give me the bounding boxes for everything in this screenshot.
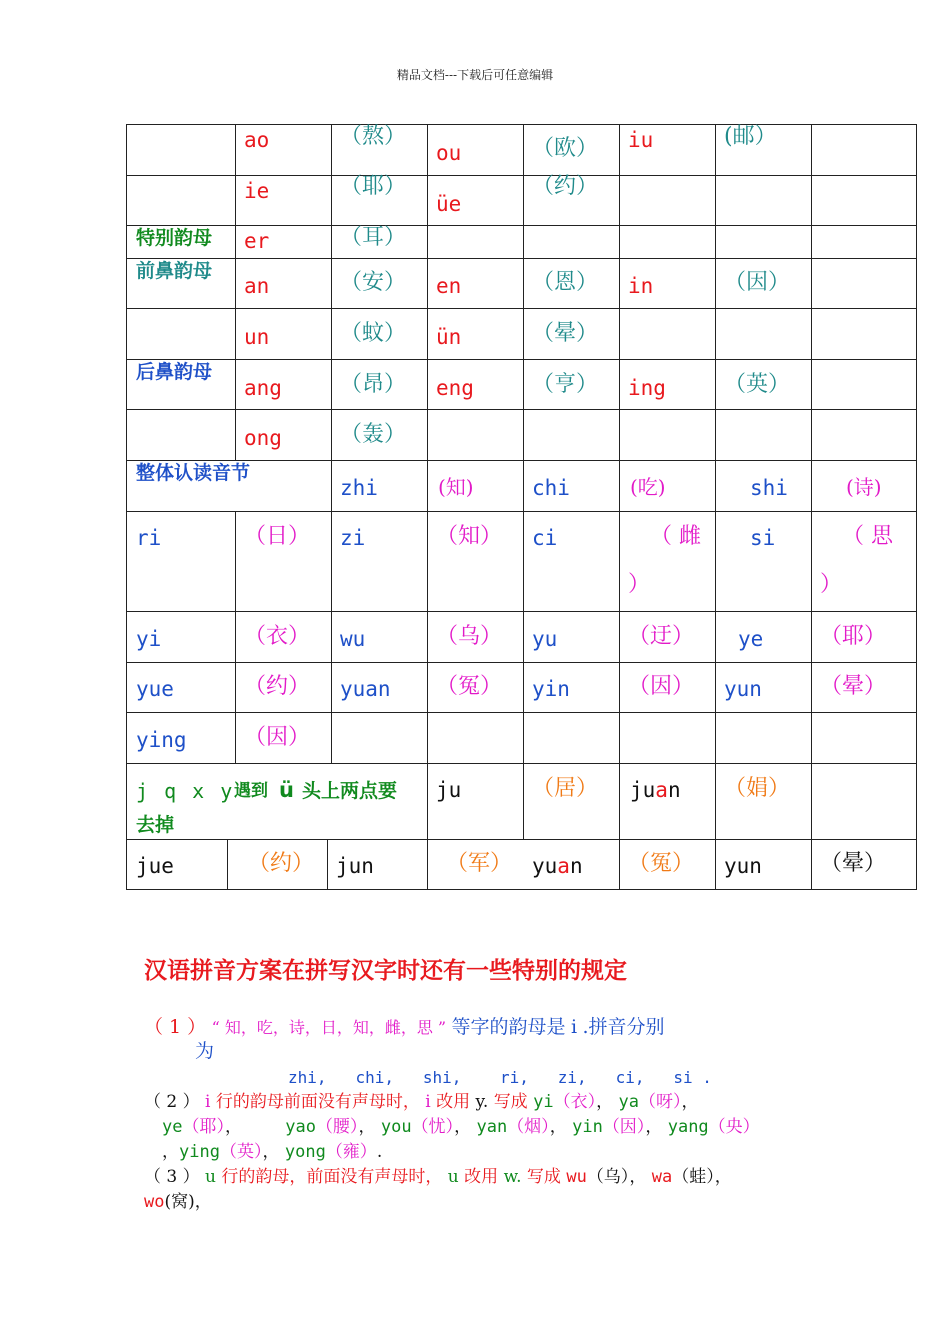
char-en: （恩） (532, 270, 599, 295)
char-an: （安） (340, 270, 407, 295)
rule-2-yang-char: （央） (708, 1117, 760, 1137)
char-eng: （亨） (532, 372, 599, 397)
char-ci-a: （ 雌 (650, 524, 701, 549)
rule-3-wu: wu (566, 1167, 587, 1187)
rule-3-wa-char: （蛙） (672, 1167, 715, 1187)
char-yin: （因） (628, 674, 695, 699)
char-vn: （晕） (532, 321, 599, 346)
label-remove: 去掉 (136, 814, 175, 836)
label-front-nasal: 前鼻韵母 (136, 260, 213, 282)
rule-1-number: （ 1 ） (144, 1016, 207, 1038)
char-ong: （轰） (340, 422, 407, 447)
char-iu: (邮） (724, 124, 777, 149)
label-v: ü (279, 778, 294, 802)
juan-part-ju: ju (630, 778, 656, 802)
char-juan: （娟） (724, 776, 791, 801)
example-si: si . (673, 1068, 712, 1087)
rule-3-number: （ 3 ） (144, 1167, 200, 1187)
syllable-jue: jue (136, 854, 174, 878)
char-zi: （知） (436, 524, 503, 549)
rule-2-yi-char: （衣） (553, 1092, 597, 1112)
char-in: （因） (724, 270, 791, 295)
char-ye: （耶） (820, 624, 887, 649)
final-eng: eng (436, 376, 474, 400)
char-wu: （乌） (436, 624, 503, 649)
syllable-yuan: yuan (340, 677, 391, 701)
char-si-b: ） (820, 572, 843, 597)
char-shi: (诗) (846, 475, 882, 499)
juan-part-n: n (667, 778, 681, 802)
syllable-jun: jun (336, 854, 374, 878)
page-header: 精品文档---下载后可任意编辑 (396, 68, 554, 82)
rule-3-wu-char: （乌） (586, 1167, 630, 1187)
char-ri: （日） (244, 524, 311, 549)
syllable-ci: ci (532, 526, 558, 550)
rule-2-line-2: ye（耶）， yao（腰）， you（忧）， yan（烟）， yin（因）， yang（央） (162, 1117, 760, 1137)
syllable-yi: yi (136, 627, 162, 651)
rule-2-yan-char: （烟） (507, 1117, 550, 1137)
label-dots-removed: 头上两点要 (302, 780, 398, 802)
syllable-yun: yun (724, 677, 762, 701)
example-ci: ci, (615, 1068, 645, 1087)
rule-2-yi: yi (533, 1092, 554, 1112)
rule-3-text: 行的韵母，前面没有声母时， (221, 1167, 443, 1187)
rule-2-yan: yan (476, 1117, 508, 1137)
rule-2-ya-char: （呀） (638, 1092, 682, 1112)
rule-1-examples (288, 1070, 712, 1086)
rule-2-you: you (380, 1117, 412, 1137)
char-ue: （约） (532, 174, 599, 199)
rule-2-i: i (205, 1092, 211, 1112)
rule-2-line-3: ，ying（英）， yong（雍）. (162, 1142, 383, 1162)
char-yue: （约） (244, 674, 311, 699)
rule-2-text2: 改用 (436, 1092, 471, 1112)
rule-2-write: 写成 (493, 1092, 528, 1112)
final-ong: ong (244, 426, 282, 450)
final-in: in (628, 274, 654, 298)
rule-3-line-1: （ 3 ） u 行的韵母，前面没有声母时， u 改用 w. 写成 wu（乌）， wa（蛙）， (144, 1167, 732, 1187)
rule-2-ye: ye (162, 1117, 183, 1137)
char-ao: （熬） (340, 124, 407, 149)
rule-2-yong-char: （雍） (325, 1142, 377, 1162)
syllable-chi: chi (532, 476, 570, 500)
final-iu: iu (628, 128, 654, 152)
syllable-zhi: zhi (340, 476, 378, 500)
char-ci-b: ） (628, 572, 651, 597)
char-yun: （晕） (820, 674, 887, 699)
final-ie: ie (244, 179, 270, 203)
char-zhi: (知) (438, 475, 474, 499)
final-ue: üe (436, 192, 462, 216)
final-ao: ao (244, 128, 270, 152)
rule-3-line-2: wo(窝)， (144, 1192, 212, 1212)
rule-1-wei: 为 (195, 1040, 215, 1062)
char-chi: (吃) (630, 475, 666, 499)
char-ou: （欧） (532, 136, 599, 161)
rules-title: 汉语拼音方案在拼写汉字时还有一些特别的规定 (144, 958, 627, 984)
final-ang: ang (244, 376, 282, 400)
rule-3-write: 写成 (526, 1167, 561, 1187)
rule-1-text2: .拼音分别 (582, 1016, 665, 1038)
yuan-part-n: n (569, 854, 583, 878)
rule-3-u: u (205, 1167, 216, 1187)
syllable-yin: yin (532, 677, 570, 701)
char-yuan-2: （冤） (628, 851, 695, 876)
rule-2-y: y. (475, 1092, 489, 1112)
juan-part-a: a (655, 778, 668, 802)
char-ing: （英） (724, 372, 791, 397)
label-jqxy: j q x y (136, 779, 233, 803)
rule-1-text: 等字的韵母是 (451, 1016, 566, 1038)
rule-3-text2: 改用 (464, 1167, 499, 1187)
rule-2-yong: yong (284, 1142, 326, 1162)
final-en: en (436, 274, 462, 298)
char-ying: （因） (244, 725, 311, 750)
rule-2-ya: ya (618, 1092, 639, 1112)
syllable-yue: yue (136, 677, 174, 701)
syllable-ju: ju (436, 778, 462, 802)
char-yun-2: （晕） (820, 851, 887, 876)
syllable-yu: yu (532, 627, 558, 651)
syllable-ri: ri (136, 526, 162, 550)
syllable-yuan-2 (532, 856, 583, 877)
syllable-juan (630, 780, 681, 801)
char-si-a: （ 思 (842, 524, 893, 549)
char-yi: （衣） (244, 624, 311, 649)
example-zhi: zhi, (288, 1068, 327, 1087)
rule-2-yang: yang (667, 1117, 709, 1137)
yuan-part-yu: yu (532, 854, 558, 878)
rule-2-ying: ying (179, 1142, 220, 1162)
example-zi: zi, (557, 1068, 587, 1087)
label-whole-syllables: 整体认读音节 (136, 462, 251, 484)
rule-2-yin-char: （因） (602, 1117, 646, 1137)
example-shi: shi, (422, 1068, 462, 1087)
char-jun: （军） (446, 851, 513, 876)
syllable-yun-2: yun (724, 854, 762, 878)
final-ing: ing (628, 376, 666, 400)
rule-3-wo-char: (窝) (164, 1192, 195, 1212)
syllable-ying: ying (136, 728, 187, 752)
rule-3-wa: wa (651, 1167, 673, 1187)
final-an: an (244, 274, 270, 298)
rule-2-yao: yao (285, 1117, 316, 1137)
syllable-ye: ye (738, 627, 764, 651)
yuan-part-a: a (557, 854, 570, 878)
syllable-shi: shi (750, 476, 788, 500)
rule-2-yin: yin (572, 1117, 603, 1137)
label-back-nasal: 后鼻韵母 (136, 361, 213, 383)
final-ou: ou (436, 141, 462, 165)
rule-2-ye-char: （耶） (182, 1117, 225, 1137)
syllable-zi: zi (340, 526, 366, 550)
rule-3-wo: wo (144, 1192, 165, 1212)
rule-1-i: i (570, 1016, 578, 1038)
rule-2-i2: i (425, 1092, 431, 1112)
syllable-si: si (750, 526, 776, 550)
char-ang: （昂） (340, 372, 407, 397)
rule-3-u2: u (447, 1167, 459, 1187)
rule-2-line-1: （ 2 ） i 行的韵母前面没有声母时， i 改用 y. 写成 yi（衣）， ya（呀）， (144, 1092, 699, 1112)
char-yu: （迂） (628, 624, 695, 649)
rule-2-text: 行的韵母前面没有声母时， (215, 1092, 420, 1112)
rule-2-you-char: （忧） (411, 1117, 455, 1137)
label-special-finals: 特别韵母 (136, 227, 213, 249)
char-jue: （约） (248, 851, 315, 876)
char-un: （蚊） (340, 321, 407, 346)
rule-2-yao-char: （腰） (315, 1117, 359, 1137)
char-ju: （居） (532, 776, 599, 801)
char-ie: （耶） (340, 174, 407, 199)
rule-1-quote: “ 知，吃，诗，日，知，雌，思 ” (211, 1018, 447, 1037)
final-vn: ün (436, 325, 462, 349)
char-er: （耳） (340, 225, 407, 250)
rule-2-ying-char: （英） (219, 1142, 263, 1162)
final-un: un (244, 325, 270, 349)
rule-2-number: （ 2 ） (144, 1092, 200, 1112)
label-meets: 遇到 (234, 781, 268, 801)
example-chi: chi, (355, 1068, 394, 1087)
rule-1-line-1 (144, 1018, 664, 1037)
final-er: er (244, 229, 270, 253)
char-yuan: （冤） (436, 674, 503, 699)
syllable-wu: wu (340, 627, 366, 651)
rule-3-w: w. (503, 1167, 522, 1187)
example-ri: ri, (499, 1068, 529, 1087)
